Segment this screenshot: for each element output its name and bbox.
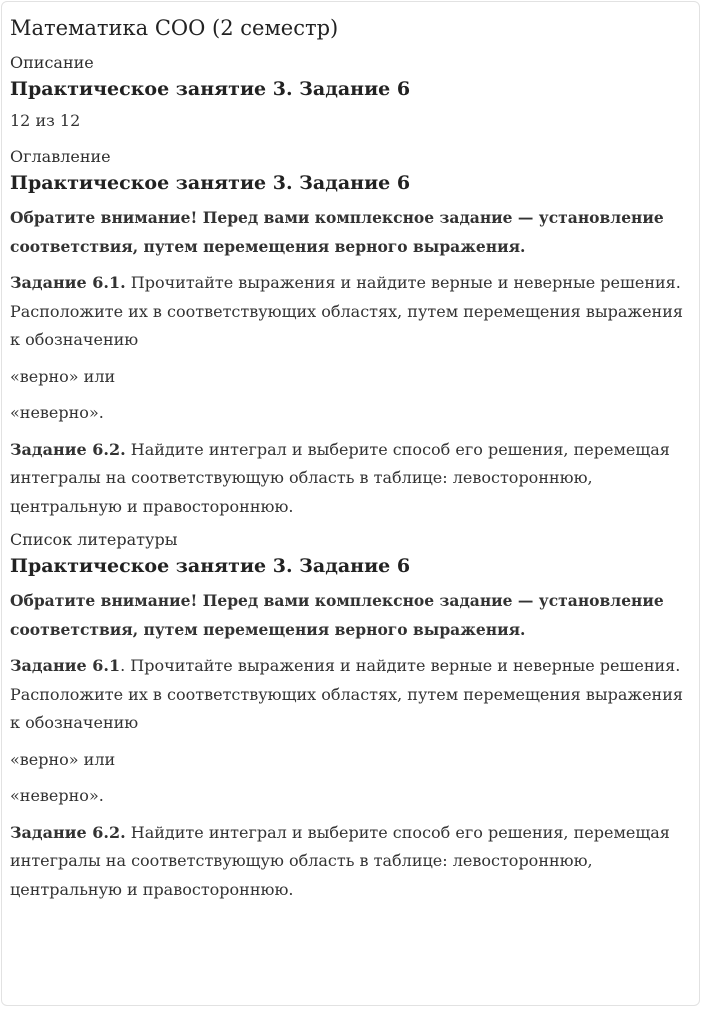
references-task-2-label: Задание 6.2. — [10, 822, 126, 842]
contents-task-1-text: Прочитайте выражения и найдите верные и неверные решения. Расположите их в соответствующих областях, путем перемещения выражения к обозначению — [10, 273, 683, 349]
references-title: Практическое занятие 3. Задание 6 — [10, 555, 411, 577]
contents-task-2 — [10, 436, 691, 522]
contents-label: Оглавление — [10, 147, 111, 166]
references-task-2 — [10, 819, 691, 905]
contents-true-text: «верно» или — [10, 366, 116, 386]
description-title: Практическое занятие 3. Задание 6 — [10, 78, 411, 100]
references-task-1 — [10, 652, 691, 738]
references-notice: Обратите внимание! Перед вами комплексное задание — установление соответствия, путем перемещения верного выражения. — [10, 591, 664, 639]
description-label: Описание — [10, 53, 94, 72]
references-true-text: «верно» или — [10, 749, 116, 769]
contents-title: Практическое занятие 3. Задание 6 — [10, 172, 411, 194]
course-title: Математика СОО (2 семестр) — [10, 16, 339, 40]
contents-section — [10, 146, 691, 521]
references-section — [10, 529, 691, 904]
contents-notice: Обратите внимание! Перед вами комплексное задание — установление соответствия, путем перемещения верного выражения. — [10, 208, 664, 256]
references-label: Список литературы — [10, 530, 178, 549]
contents-task-1-label: Задание 6.1. — [10, 273, 126, 292]
lesson-card — [1, 1, 700, 1006]
references-false-text: «неверно». — [10, 786, 104, 805]
references-task-2-text: Найдите интеграл и выберите способ его решения, перемещая интегралы на соответствующую область в таблице: левостороннюю, центральную и правостороннюю. — [10, 822, 670, 899]
references-task-1-label: Задание 6.1 — [10, 656, 121, 675]
description-section — [10, 52, 691, 132]
contents-task-2-label: Задание 6.2. — [10, 439, 126, 459]
contents-task-1 — [10, 269, 691, 355]
contents-false-text: «неверно». — [10, 403, 104, 422]
contents-task-2-text: Найдите интеграл и выберите способ его решения, перемещая интегралы на соответствующую область в таблице: левостороннюю, центральную и правостороннюю. — [10, 439, 670, 516]
references-task-1-text: . Прочитайте выражения и найдите верные и неверные решения. Расположите их в соответствующих областях, путем перемещения выражения к обозначению — [10, 656, 683, 732]
progress-counter: 12 из 12 — [10, 111, 81, 130]
